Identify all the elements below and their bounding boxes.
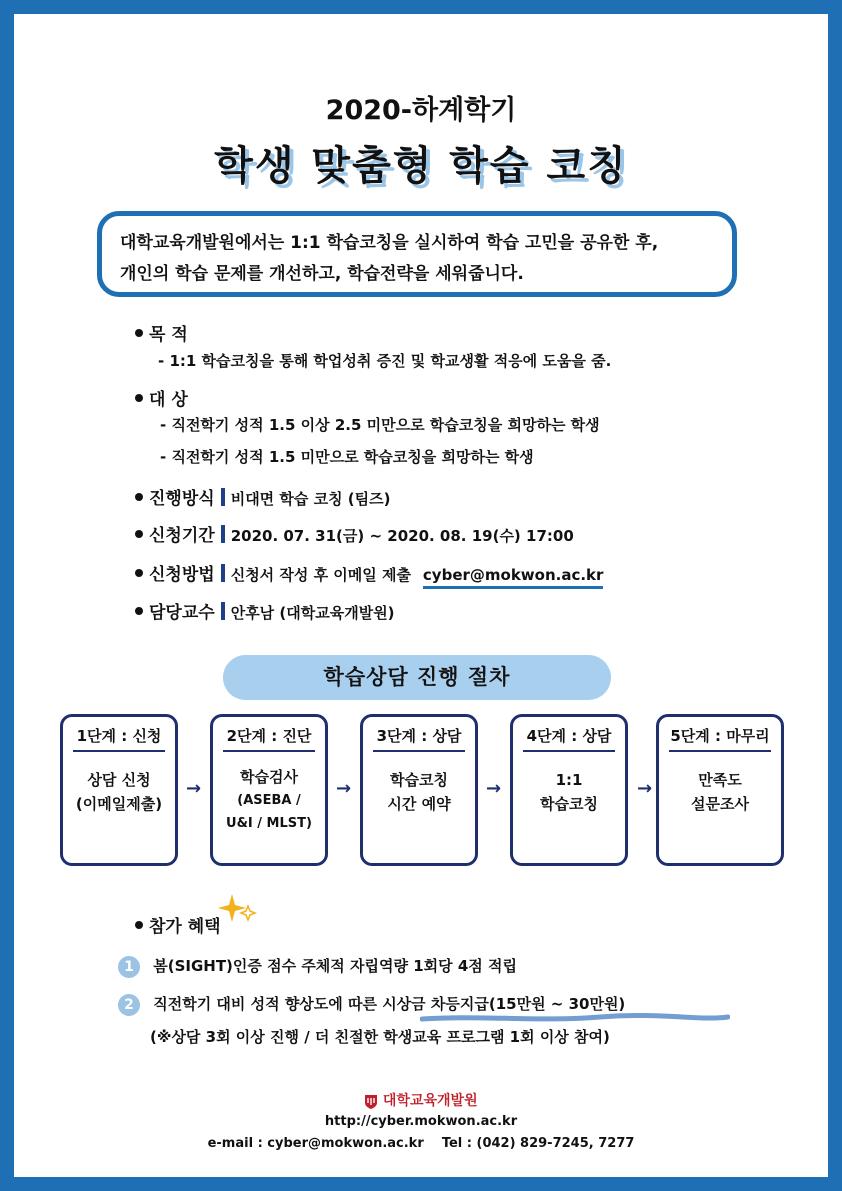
apply-value: 신청서 작성 후 이메일 제출 bbox=[230, 566, 411, 584]
step-1-body bbox=[63, 768, 175, 816]
step-1-line-1: 상담 신청 bbox=[87, 771, 151, 789]
benefits-heading bbox=[135, 912, 221, 937]
footer-contact: e-mail : cyber@mokwon.ac.kr Tel : (042) 829-7245, 7277 bbox=[207, 1136, 635, 1151]
benefits-label: 참가 혜택 bbox=[149, 917, 221, 937]
period-label: 신청기간 bbox=[149, 526, 215, 546]
footer-url[interactable]: http://cyber.mokwon.ac.kr bbox=[324, 1114, 518, 1129]
divider-bar bbox=[221, 525, 225, 543]
target-item-1: - 직전학기 성적 1.5 이상 2.5 미만으로 학습코칭을 희망하는 학생 bbox=[160, 416, 600, 434]
period-row bbox=[135, 521, 574, 546]
arrow-right-icon: → bbox=[336, 778, 352, 799]
footer-org-name: 대학교육개발원 bbox=[382, 1093, 478, 1109]
bullet-icon bbox=[135, 921, 143, 929]
shield-logo-icon bbox=[364, 1094, 378, 1110]
step-4-card bbox=[510, 714, 628, 866]
intro-box bbox=[97, 211, 737, 297]
step-2-head: 2단계 : 진단 bbox=[223, 725, 315, 752]
step-5-body bbox=[659, 768, 781, 816]
step-3-card bbox=[360, 714, 478, 866]
step-2-line-2: (ASEBA / bbox=[237, 793, 301, 808]
page-title: 학생 맞춤형 학습 코칭 bbox=[214, 143, 628, 189]
method-value: 비대면 학습 코칭 (팀즈) bbox=[230, 490, 391, 508]
bullet-icon bbox=[135, 394, 143, 402]
footer-org bbox=[0, 1090, 842, 1110]
contact-label: 담당교수 bbox=[149, 603, 215, 623]
step-5-head: 5단계 : 마무리 bbox=[669, 725, 771, 752]
arrow-right-icon: → bbox=[637, 778, 653, 799]
benefit-1-text: 봄(SIGHT)인증 점수 주체적 자립역량 1회당 4점 적립 bbox=[153, 957, 517, 975]
step-5-card bbox=[656, 714, 784, 866]
step-1-head: 1단계 : 신청 bbox=[73, 725, 165, 752]
benefit-note: (※상담 3회 이상 진행 / 더 친절한 학생교육 프로그램 1회 이상 참여) bbox=[150, 1028, 610, 1046]
step-5-line-2: 설문조사 bbox=[691, 795, 749, 813]
step-2-line-1: 학습검사 bbox=[240, 768, 298, 786]
step-3-line-2: 시간 예약 bbox=[387, 795, 451, 813]
intro-line-2: 개인의 학습 문제를 개선하고, 학습전략을 세워줍니다. bbox=[120, 264, 524, 284]
purpose-heading bbox=[135, 320, 188, 345]
step-5-line-1: 만족도 bbox=[698, 771, 742, 789]
divider-bar bbox=[221, 602, 225, 620]
number-1-icon: 1 bbox=[118, 956, 140, 978]
divider-bar bbox=[221, 488, 225, 506]
brush-underline bbox=[420, 1012, 730, 1024]
arrow-right-icon: → bbox=[186, 778, 202, 799]
contact-value: 안후남 (대학교육개발원) bbox=[230, 604, 395, 622]
step-3-head: 3단계 : 상담 bbox=[373, 725, 465, 752]
bullet-icon bbox=[135, 493, 143, 501]
apply-email-link[interactable]: cyber@mokwon.ac.kr bbox=[423, 566, 604, 589]
apply-row bbox=[135, 560, 603, 585]
step-3-line-1: 학습코칭 bbox=[390, 771, 448, 789]
bullet-icon bbox=[135, 329, 143, 337]
step-4-head: 4단계 : 상담 bbox=[523, 725, 615, 752]
step-3-body bbox=[363, 768, 475, 816]
step-1-card bbox=[60, 714, 178, 866]
step-2-card bbox=[210, 714, 328, 866]
bullet-icon bbox=[135, 607, 143, 615]
bullet-icon bbox=[135, 530, 143, 538]
intro-line-1: 대학교육개발원에서는 1:1 학습코칭을 실시하여 학습 고민을 공유한 후, bbox=[120, 233, 659, 253]
arrow-right-icon: → bbox=[486, 778, 502, 799]
target-label: 대 상 bbox=[149, 390, 188, 410]
divider-bar bbox=[221, 564, 225, 582]
semester-subtitle: 2020-하계학기 bbox=[325, 95, 517, 126]
bullet-icon bbox=[135, 569, 143, 577]
method-row bbox=[135, 484, 391, 509]
step-4-body bbox=[513, 768, 625, 816]
contact-row bbox=[135, 598, 395, 623]
step-4-line-1: 1:1 bbox=[555, 771, 583, 789]
method-label: 진행방식 bbox=[149, 489, 215, 509]
process-title: 학습상담 진행 절차 bbox=[223, 655, 611, 700]
purpose-item: - 1:1 학습코칭을 통해 학업성취 증진 및 학교생활 적응에 도움을 줌. bbox=[158, 352, 612, 370]
step-2-line-3: U&I / MLST) bbox=[226, 816, 312, 831]
step-4-line-2: 학습코칭 bbox=[540, 795, 598, 813]
apply-label: 신청방법 bbox=[149, 565, 215, 585]
number-2-icon: 2 bbox=[118, 994, 140, 1016]
purpose-label: 목 적 bbox=[149, 325, 188, 345]
benefit-item-1 bbox=[118, 955, 517, 978]
step-2-body bbox=[213, 766, 325, 835]
step-1-line-2: (이메일제출) bbox=[75, 795, 163, 813]
period-value: 2020. 07. 31(금) ~ 2020. 08. 19(수) 17:00 bbox=[230, 527, 574, 545]
benefit-2-text: 직전학기 대비 성적 향상도에 따른 시상금 차등지급(15만원 ~ 30만원) bbox=[153, 995, 626, 1013]
target-heading bbox=[135, 385, 188, 410]
sparkle-icon bbox=[218, 892, 258, 926]
target-item-2: - 직전학기 성적 1.5 미만으로 학습코칭을 희망하는 학생 bbox=[160, 448, 534, 466]
